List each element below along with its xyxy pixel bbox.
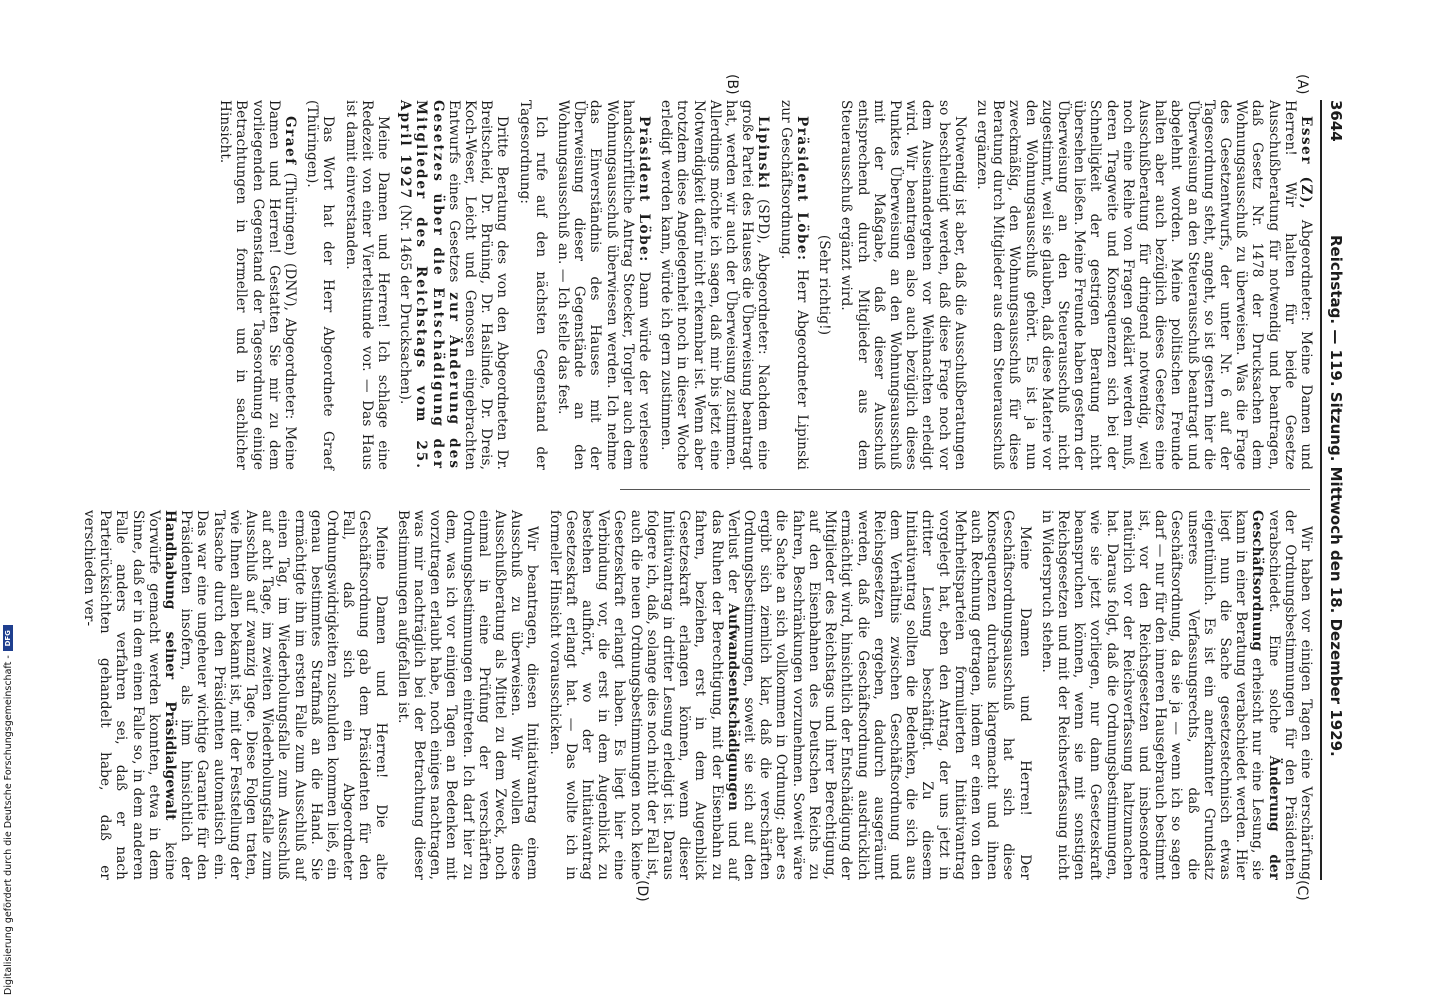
paragraph-text: keine Vorwürfe gemacht werden konnten, etwa in dem Sinne, daß er in dem einen Falle so, in dem anderen Falle anders verfahren sei, daß er nach Parteirücksichten gehandelt habe, daß er verschieden ver- [80,510,178,880]
paragraph-text: und auf das Ruhen der Berechtigung, mit der Eisenbahn zu fahren, beziehen, erst in dem Augenblick Gesetzeskraft erlangen können, wenn dieser Initiativantrag in dritter Lesung erledigt ist. Daraus folgere ich, daß, solange dies noch nicht der Fall ist, auch die neuen Ordnungsbestimmungen noch keine Gesetzeskraft erlangt haben. Es liegt hier eine Verbindung vor, die erst in dem Augenblick zu bestehen aufhört, wo der Initiativantrag Gesetzeskraft erlangt hat. — Das wollte ich in formeller Hinsicht vorausschicken. [546,510,741,880]
paragraph [397,100,510,470]
footer-text: Digitalisierung gefördert durch die Deutsche Forschungsgemeinschaft - [2,655,14,995]
margin-mark-a: (A) [1294,74,1310,95]
paragraph-text: Meine Damen und Herren! Die alte Geschäftsordnung gab dem Präsidenten für den Fall, daß sich ein Abgeordneter Ordnungswidrigkeiten zuschulden kommen ließ, ein genau bestimmtes Strafmaß an die Hand. Sie ermächtigte ihn im ersten Falle zum Ausschluß auf einen Tag, im Wiederholungsfalle zum Ausschluß auf acht Tage, im zweiten Wiederholungsfalle zum Ausschluß auf zwanzig Tage. Diese Folgen traten, wie Ihnen allen bekannt ist, mit der Feststellung der Tatsache durch den Präsidenten automatisch ein. Das war eine ungeheuer wichtige Garantie für den Präsidenten insofern, als ihm hinsichtlich der [178,510,389,880]
paragraph: Das Wort hat der Herr Abgeordnete Graef (Thüringen). [304,100,337,470]
right-column [75,510,1314,880]
paragraph-text: Herr Abgeordneter Lipinski zur Geschäftsordnung. [777,100,810,470]
rotated-page-content [80,70,1350,910]
page-header [1320,100,1350,880]
paragraph-text: Wir haben vor einigen Tagen eine Verschärfung der Ordnungsbestimmungen für den Präsidenten verabschiedet. Eine solche [1265,510,1314,880]
emphasis: Änderung der Geschäftsordnung [1249,510,1282,880]
paragraph-text: Abgeordneter: Meine Damen und Herren! Wir halten für beide Gesetze Ausschußberatung für notwendig und beantragen, daß Gesetz Nr. 1478 der Drucksachen dem Wohnungsausschuß zu überweisen. Was die Frage des Gesetzentwurfs, der unter Nr. 6 auf der Tagesordnung steht, angeht, so ist gestern hier die Überweisung an den Steuerausschuß beantragt und abgelehnt worden. Meine politischen Freunde halten aber auch bezüglich dieses Gesetzes eine Ausschußberatung für dringend notwendig, weil noch eine Reihe von Fragen geklärt werden muß, deren Tragweite und Konsequenzen sich bei der Schnelligkeit der gestrigen Beratung nicht übersehen ließen. Meine Freunde haben gestern der Überweisung an den Steuerausschuß nicht zugestimmt, weil sie glauben, daß diese Materie vor den Wohnungsausschuß gehört. Es ist ja nun zweckmäßig, den Wohnungsausschuß für diese Beratung durch Mitglieder aus dem Steuerausschuß zu ergänzen. [973,100,1314,470]
paragraph [778,100,810,470]
emphasis: Aufwandsentschädigungen [724,603,741,811]
margin-mark-b: (B) [724,74,740,95]
paragraph-text: erheischt nur eine Lesung, sie kann in einer Beratung verabschiedet werden. Hier liegt nun die Sache gesetzestechnisch etwas eigentümlich. Es ist ein anerkannter Grundsatz unseres Verfassungsrechts, daß die Geschäftsordnung, da sie ja — wenn ich so sagen darf — nur für den inneren Hausgebrauch bestimmt ist, vor den Reichsgesetzen und insbesondere natürlich vor der Reichsverfassung haltzumachen hat. Daraus folgt, daß die Ordnungsbestimmungen, wie sie jetzt vorliegen, nur dann Gesetzeskraft beanspruchen können, wenn sie mit sonstigen Reichsgesetzen und mit der Reichsverfassung nicht in Widerspruch stehen. [1038,510,1266,880]
bill-title: zur Änderung des Gesetzes über die Entschädigung der Mitglieder des Reichstags vom 25. April 1927 [397,100,462,470]
speaker-name: Präsident Löbe: [636,116,653,263]
interjection: (Sehr richtig!) [816,234,833,336]
paragraph [974,100,1314,470]
column-divider [620,489,1310,490]
paragraph: Notwendig ist aber, daß die Ausschußberatungen so beschleunigt werden, daß diese Frage noch vor dem Auseinandergehen vor Weihnachten erledigt wird. Wir beantragen also auch bezüglich dieses Punktes Überweisung an den Wohnungsausschuß mit der Maßgabe, daß dieser Ausschuß entsprechend durch Mitglieder aus dem Steuerausschuß ergänzt wird. [838,100,968,470]
paragraph: Meine Damen und Herren! Ich schlage eine Redezeit von einer Viertelstunde vor. — Das Haus ist damit einverstanden. [342,100,392,470]
page-number: 3644 [1327,100,1345,142]
left-column [211,100,1314,470]
digitization-footer [2,0,14,995]
paragraph [1039,510,1314,880]
margin-mark-c: (C) [1294,880,1310,901]
speaker-name: Präsident Löbe: [793,116,810,262]
paragraph-text: Dann würde der verlesene handschriftliche Antrag Stoecker, Torgler auch dem Wohnungsausschuß überwiesen werden. Ich nehme das Einverständnis des Hauses mit der Überweisung dieser Gegenstände an den Wohnungsausschuß an. — Ich stelle das fest. [555,100,653,470]
paragraph [658,100,771,470]
paragraph: Wir beantragen, diesen Initiativantrag einem Ausschuß zu überweisen. Wir wollen diese Ausschußberatung als Mittel zu dem Zweck, noch einmal in eine Prüfung der verschärften Ordnungsbestimmungen eintreten. Ich darf hier zu dem, was ich vor einigen Tagen an Bedenken mit vorzutragen erlaubt habe, noch einiges nachtragen, was mir nachträglich bei der Betrachtung dieser Bestimmungen aufgefallen ist. [394,510,541,880]
paragraph [217,100,298,470]
paragraph [555,100,652,470]
paragraph-text: (Nr. 1465 der Drucksachen). [397,200,414,405]
paragraph: Ich rufe auf den nächsten Gegenstand der Tagesordnung: [516,100,549,470]
paragraph [81,510,389,880]
speaker-name: Esser (Z), [1298,116,1314,211]
paragraph-text: (SPD), Abgeordneter: Nachdem eine große Partei des Hauses die Überweisung beantragt hat, werden wir auch der Überweisung zustimmen. Allerdings möchte ich sagen, daß mir bis jetzt eine Notwendigkeit dafür nicht erkennbar ist. Wenn aber trotzdem diese Angelegenheit noch in dieser Woche erledigt werden kann, würde ich gern zustimmen. [658,100,772,470]
header-title: Reichstag. — 119. Sitzung. Mittwoch den 18. Dezember 1929. [1327,235,1345,757]
paragraph-text: Meine Damen und Herren! Der Geschäftsordnungsausschuß hat sich diese Konsequenzen durchaus klargemacht und ihnen auch Rechnung getragen, indem er einen von den Mehrheitsparteien formulierten Initiativantrag vorgelegt hat, eben den Antrag, der uns jetzt in dritter Lesung beschäftigt. Zu diesem Initiativantrag sollten die Bedenken, die sich aus dem Verhältnis zwischen Geschäftsordnung und Reichsgesetzen ergeben, dadurch ausgeräumt werden, daß die Geschäftsordnung ausdrücklich ermächtigt wird, hinsichtlich der Entschädigung der Mitglieder des Reichstags und ihrer Berechtigung, auf den Eisenbahnen des Deutschen Reichs zu fahren, Beschränkungen vorzunehmen. Soweit wäre die Sache an sich vollkommen in Ordnung; aber es ergibt sich ziemlich klar, daß die verschärften Ordnungsbestimmungen, soweit sie sich auf den Verlust der [724,510,1033,880]
speaker-name: Lipinski [755,116,772,190]
paragraph-text: Dritte Beratung des von den Abgeordneten Dr. Breitscheid, Dr. Brüning, Dr. Haslinde, Dr. Dreis, Koch-Weser, Leicht und Genossen eingebrachten Entwurfs eines Gesetzes [445,100,511,470]
margin-mark-d: (D) [634,880,650,902]
emphasis: Handhabung seiner Präsidialgewalt [161,510,178,821]
paragraph [546,510,1032,880]
speaker-name: Graef [282,116,299,166]
paragraph-text: (Thüringen) (DNV), Abgeordneter: Meine Damen und Herren! Gestatten Sie mir zu dem vorliegenden Gegenstand der Tagesordnung einige Betrachtungen in formeller und in sachlicher Hinsicht. [217,100,299,470]
dfg-logo: DFG [3,625,13,651]
